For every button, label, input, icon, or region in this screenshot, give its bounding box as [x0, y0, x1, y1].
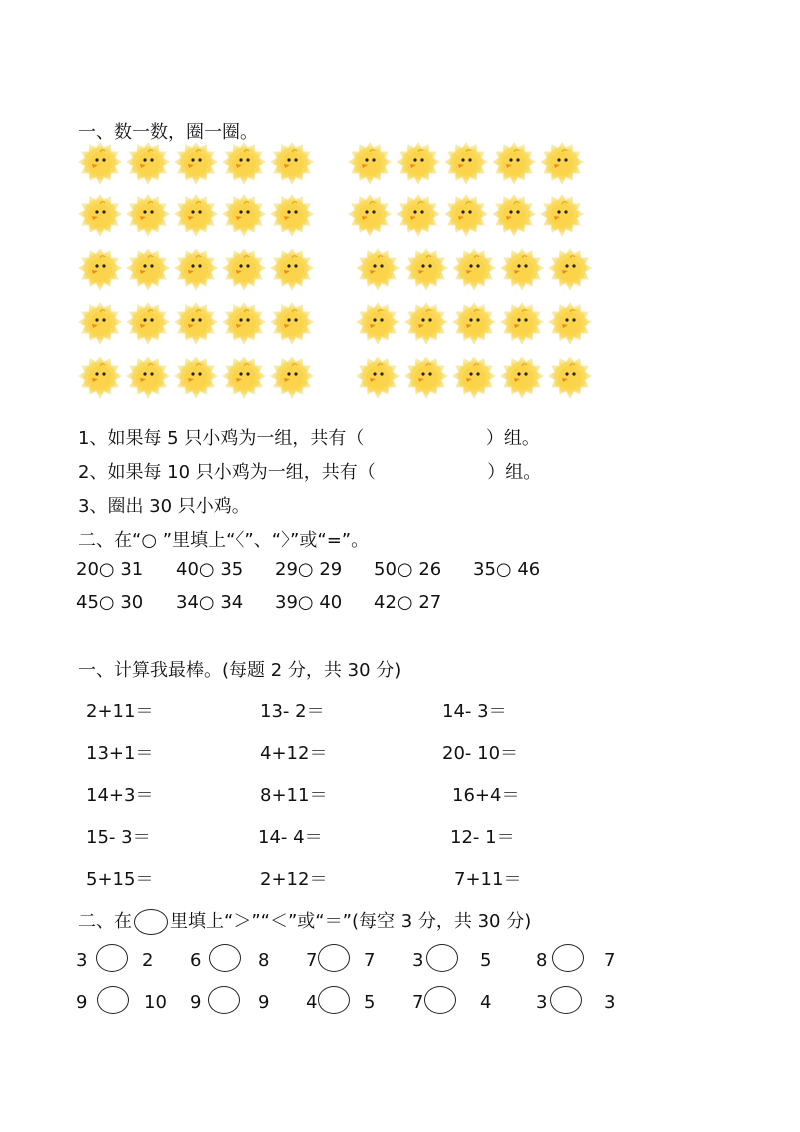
compare-right-number: 3 — [604, 992, 616, 1013]
compare-left-number: 6 — [190, 950, 202, 971]
question-2-tail: ）组。 — [487, 462, 542, 483]
compare-right-number: 8 — [258, 950, 270, 971]
compare-circle-input[interactable] — [318, 944, 350, 972]
calc-item[interactable]: 20- 10＝ — [442, 743, 519, 764]
chick-sun-icon[interactable] — [356, 356, 400, 400]
chick-sun-icon[interactable] — [126, 302, 170, 346]
section4-heading — [78, 907, 531, 935]
chick-sun-icon[interactable] — [78, 248, 122, 292]
heading-circle-icon — [134, 909, 168, 935]
chick-sun-icon[interactable] — [126, 194, 170, 238]
chick-sun-icon[interactable] — [126, 248, 170, 292]
chick-sun-icon[interactable] — [222, 142, 266, 186]
chick-sun-icon[interactable] — [222, 248, 266, 292]
compare-right-number: 5 — [364, 992, 376, 1013]
chick-sun-icon[interactable] — [78, 356, 122, 400]
chick-sun-icon[interactable] — [270, 302, 314, 346]
chick-sun-icon[interactable] — [452, 302, 496, 346]
chick-sun-icon[interactable] — [404, 248, 448, 292]
calc-item[interactable]: 2+12＝ — [260, 869, 328, 890]
chick-sun-icon[interactable] — [222, 302, 266, 346]
compare-circle-input[interactable] — [426, 944, 458, 972]
calc-item[interactable]: 5+15＝ — [86, 869, 154, 890]
chick-sun-icon[interactable] — [540, 194, 584, 238]
section3-heading: 一、计算我最棒。(每题 2 分，共 30 分) — [78, 660, 402, 681]
chick-sun-icon[interactable] — [452, 356, 496, 400]
compare-circle-input[interactable] — [318, 986, 350, 1014]
chick-sun-icon[interactable] — [222, 194, 266, 238]
compare-left-number: 4 — [306, 992, 318, 1013]
chick-sun-icon[interactable] — [174, 194, 218, 238]
question-1 — [78, 424, 540, 450]
chick-sun-icon[interactable] — [500, 248, 544, 292]
compare-circle-input[interactable] — [550, 986, 582, 1014]
chick-sun-icon[interactable] — [126, 142, 170, 186]
calc-item[interactable]: 16+4＝ — [452, 785, 520, 806]
chick-sun-icon[interactable] — [540, 142, 584, 186]
compare-item[interactable]: 34○ 34 — [176, 592, 244, 613]
section4-heading-suffix: 里填上“＞”“＜”或“＝”(每空 3 分，共 30 分) — [170, 911, 532, 932]
compare-right-number: 7 — [364, 950, 376, 971]
chick-sun-icon[interactable] — [404, 302, 448, 346]
compare-circle-input[interactable] — [552, 944, 584, 972]
chick-sun-icon[interactable] — [78, 194, 122, 238]
chick-sun-icon[interactable] — [500, 356, 544, 400]
chick-sun-icon[interactable] — [500, 302, 544, 346]
chick-sun-icon[interactable] — [174, 302, 218, 346]
calc-item[interactable]: 14+3＝ — [86, 785, 154, 806]
compare-left-number: 3 — [412, 950, 424, 971]
calc-item[interactable]: 13+1＝ — [86, 743, 154, 764]
chick-sun-icon[interactable] — [270, 356, 314, 400]
calc-item[interactable]: 14- 4＝ — [258, 827, 323, 848]
compare-right-number: 7 — [604, 950, 616, 971]
compare-left-number: 7 — [412, 992, 424, 1013]
chick-sun-icon[interactable] — [404, 356, 448, 400]
chick-sun-icon[interactable] — [174, 142, 218, 186]
compare-item[interactable]: 39○ 40 — [275, 592, 343, 613]
chick-sun-icon[interactable] — [174, 356, 218, 400]
compare-item[interactable]: 29○ 29 — [275, 559, 343, 580]
calc-item[interactable]: 4+12＝ — [260, 743, 328, 764]
chick-sun-icon[interactable] — [492, 194, 536, 238]
section2-heading: 二、在“○ ”里填上“〈”、“〉”或“=”。 — [78, 530, 370, 551]
compare-left-number: 3 — [76, 950, 88, 971]
chick-sun-icon[interactable] — [348, 142, 392, 186]
chick-sun-icon[interactable] — [348, 194, 392, 238]
compare-right-number: 5 — [480, 950, 492, 971]
compare-left-number: 7 — [306, 950, 318, 971]
compare-left-number: 9 — [190, 992, 202, 1013]
compare-item[interactable]: 42○ 27 — [374, 592, 442, 613]
calc-item[interactable]: 13- 2＝ — [260, 701, 325, 722]
compare-item[interactable]: 40○ 35 — [176, 559, 244, 580]
chick-sun-icon[interactable] — [548, 356, 592, 400]
question-1-tail: ）组。 — [485, 428, 540, 449]
chick-sun-icon[interactable] — [126, 356, 170, 400]
compare-circle-input[interactable] — [97, 986, 129, 1014]
chick-sun-icon[interactable] — [548, 248, 592, 292]
compare-right-number: 4 — [480, 992, 492, 1013]
compare-left-number: 9 — [76, 992, 88, 1013]
compare-right-number: 2 — [142, 950, 154, 971]
chick-sun-icon[interactable] — [270, 194, 314, 238]
compare-right-number: 10 — [144, 992, 167, 1013]
chick-sun-icon[interactable] — [78, 302, 122, 346]
question-1-text: 1、如果每 5 只小鸡为一组，共有（ — [78, 428, 365, 449]
chick-sun-icon[interactable] — [492, 142, 536, 186]
compare-item[interactable]: 45○ 30 — [76, 592, 144, 613]
compare-item[interactable]: 20○ 31 — [76, 559, 144, 580]
compare-left-number: 8 — [536, 950, 548, 971]
section1-heading: 一、数一数，圈一圈。 — [78, 122, 258, 143]
calc-item[interactable]: 12- 1＝ — [450, 827, 515, 848]
chick-sun-icon[interactable] — [270, 142, 314, 186]
chick-sun-icon[interactable] — [444, 194, 488, 238]
chick-sun-icon[interactable] — [548, 302, 592, 346]
calc-item[interactable]: 14- 3＝ — [442, 701, 507, 722]
compare-circle-input[interactable] — [208, 986, 240, 1014]
compare-item[interactable]: 50○ 26 — [374, 559, 442, 580]
compare-circle-input[interactable] — [424, 986, 456, 1014]
question-2-text: 2、如果每 10 只小鸡为一组，共有（ — [78, 462, 376, 483]
chick-sun-icon[interactable] — [222, 356, 266, 400]
chick-sun-icon[interactable] — [396, 194, 440, 238]
chick-sun-icon[interactable] — [356, 248, 400, 292]
question-3: 3、圈出 30 只小鸡。 — [78, 496, 250, 517]
calc-item[interactable]: 7+11＝ — [454, 869, 522, 890]
chick-sun-icon[interactable] — [396, 142, 440, 186]
compare-circle-input[interactable] — [209, 944, 241, 972]
compare-right-number: 9 — [258, 992, 270, 1013]
calc-item[interactable]: 15- 3＝ — [86, 827, 151, 848]
question-2 — [78, 458, 541, 484]
chick-sun-icon[interactable] — [78, 142, 122, 186]
calc-item[interactable]: 8+11＝ — [260, 785, 328, 806]
chick-sun-icon[interactable] — [452, 248, 496, 292]
compare-left-number: 3 — [536, 992, 548, 1013]
chick-sun-icon[interactable] — [270, 248, 314, 292]
section4-heading-prefix: 二、在 — [78, 911, 132, 932]
chick-sun-icon[interactable] — [356, 302, 400, 346]
calc-item[interactable]: 2+11＝ — [86, 701, 154, 722]
compare-item[interactable]: 35○ 46 — [473, 559, 541, 580]
compare-circle-input[interactable] — [96, 944, 128, 972]
chick-sun-icon[interactable] — [444, 142, 488, 186]
chick-sun-icon[interactable] — [174, 248, 218, 292]
